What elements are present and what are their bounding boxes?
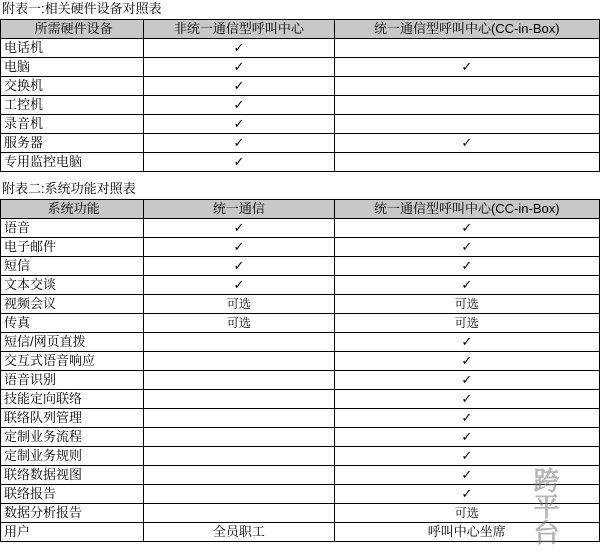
row-value-a xyxy=(144,390,334,409)
row-value-b: ✓ xyxy=(334,333,599,352)
row-label: 文本交谈 xyxy=(1,276,144,295)
table-row xyxy=(1,238,600,257)
row-value-a: ✓ xyxy=(144,153,334,172)
row-value-a xyxy=(144,333,334,352)
row-label: 电脑 xyxy=(1,58,144,77)
row-value-a: ✓ xyxy=(144,219,334,238)
table1-header-row xyxy=(1,20,600,39)
table-row xyxy=(1,428,600,447)
function-comparison-table xyxy=(0,199,600,542)
table-row xyxy=(1,58,600,77)
row-value-b: 可选 xyxy=(334,504,599,523)
row-value-a: ✓ xyxy=(144,77,334,96)
table2-body xyxy=(1,200,600,542)
row-value-b: ✓ xyxy=(334,276,599,295)
table2-header-row xyxy=(1,200,600,219)
row-value-b: 可选 xyxy=(334,314,599,333)
row-value-b: ✓ xyxy=(334,428,599,447)
row-value-a: 全员职工 xyxy=(144,523,334,542)
row-value-b xyxy=(334,115,599,134)
row-label: 电话机 xyxy=(1,39,144,58)
row-label: 定制业务流程 xyxy=(1,428,144,447)
row-value-b: 呼叫中心坐席 xyxy=(334,523,599,542)
row-label: 电子邮件 xyxy=(1,238,144,257)
table-row xyxy=(1,134,600,153)
row-value-b: ✓ xyxy=(334,466,599,485)
row-value-a: ✓ xyxy=(144,134,334,153)
row-value-b: ✓ xyxy=(334,238,599,257)
row-label: 语音 xyxy=(1,219,144,238)
table-row xyxy=(1,466,600,485)
row-value-a: ✓ xyxy=(144,257,334,276)
table-spacer xyxy=(0,172,600,180)
row-label: 用户 xyxy=(1,523,144,542)
row-value-a: ✓ xyxy=(144,58,334,77)
row-label: 联络数据视图 xyxy=(1,466,144,485)
row-label: 专用监控电脑 xyxy=(1,153,144,172)
row-label: 工控机 xyxy=(1,96,144,115)
table-row xyxy=(1,115,600,134)
table-row xyxy=(1,352,600,371)
table-row xyxy=(1,333,600,352)
row-value-b: ✓ xyxy=(334,485,599,504)
row-label: 交互式语音响应 xyxy=(1,352,144,371)
table-row xyxy=(1,523,600,542)
row-label: 定制业务规则 xyxy=(1,447,144,466)
row-value-b xyxy=(334,77,599,96)
row-value-a xyxy=(144,447,334,466)
table2-header-label: 系统功能 xyxy=(1,200,144,219)
table-row xyxy=(1,409,600,428)
table-row xyxy=(1,153,600,172)
row-value-b: ✓ xyxy=(334,134,599,153)
row-value-b xyxy=(334,39,599,58)
table-row xyxy=(1,295,600,314)
table-row xyxy=(1,96,600,115)
row-value-b: ✓ xyxy=(334,447,599,466)
row-label: 数据分析报告 xyxy=(1,504,144,523)
row-label: 联络报告 xyxy=(1,485,144,504)
row-value-a xyxy=(144,485,334,504)
row-label: 短信 xyxy=(1,257,144,276)
table-row xyxy=(1,257,600,276)
row-value-b: ✓ xyxy=(334,257,599,276)
watermark-text: 跨平台 xyxy=(530,467,559,545)
row-value-b: ✓ xyxy=(334,409,599,428)
row-value-b: ✓ xyxy=(334,58,599,77)
row-value-b xyxy=(334,96,599,115)
row-value-a xyxy=(144,371,334,390)
table-row xyxy=(1,447,600,466)
row-value-a xyxy=(144,409,334,428)
table-row xyxy=(1,219,600,238)
row-value-a xyxy=(144,466,334,485)
row-label: 录音机 xyxy=(1,115,144,134)
row-value-a: ✓ xyxy=(144,96,334,115)
row-value-a: ✓ xyxy=(144,39,334,58)
row-value-b: 可选 xyxy=(334,295,599,314)
table-row xyxy=(1,276,600,295)
table-row xyxy=(1,371,600,390)
row-value-a xyxy=(144,352,334,371)
table2-caption: 附表二:系统功能对照表 xyxy=(2,181,136,196)
row-value-a: 可选 xyxy=(144,295,334,314)
table1-header-col-b: 统一通信型呼叫中心(CC-in-Box) xyxy=(334,20,599,39)
table2-header-col-b: 统一通信型呼叫中心(CC-in-Box) xyxy=(334,200,599,219)
table1-body xyxy=(1,20,600,172)
row-value-a: ✓ xyxy=(144,276,334,295)
row-value-a xyxy=(144,504,334,523)
row-value-b: ✓ xyxy=(334,352,599,371)
table-row xyxy=(1,39,600,58)
row-label: 交换机 xyxy=(1,77,144,96)
row-label: 技能定向联络 xyxy=(1,390,144,409)
row-label: 短信/网页直拨 xyxy=(1,333,144,352)
row-label: 视频会议 xyxy=(1,295,144,314)
row-value-b xyxy=(334,153,599,172)
row-value-b: ✓ xyxy=(334,371,599,390)
row-value-a xyxy=(144,428,334,447)
row-value-a: 可选 xyxy=(144,314,334,333)
table-row xyxy=(1,485,600,504)
row-value-b: ✓ xyxy=(334,219,599,238)
row-label: 服务器 xyxy=(1,134,144,153)
row-label: 语音识别 xyxy=(1,371,144,390)
table1-header-col-a: 非统一通信型呼叫中心 xyxy=(144,20,334,39)
row-label: 传真 xyxy=(1,314,144,333)
table-row xyxy=(1,504,600,523)
row-value-b: ✓ xyxy=(334,390,599,409)
table-row xyxy=(1,77,600,96)
table1-header-label: 所需硬件设备 xyxy=(1,20,144,39)
hardware-comparison-table xyxy=(0,19,600,172)
row-value-a: ✓ xyxy=(144,238,334,257)
table1-caption: 附表一:相关硬件设备对照表 xyxy=(2,1,162,16)
table-row xyxy=(1,390,600,409)
table2-header-col-a: 统一通信 xyxy=(144,200,334,219)
row-value-a: ✓ xyxy=(144,115,334,134)
table-row xyxy=(1,314,600,333)
row-label: 联络队列管理 xyxy=(1,409,144,428)
